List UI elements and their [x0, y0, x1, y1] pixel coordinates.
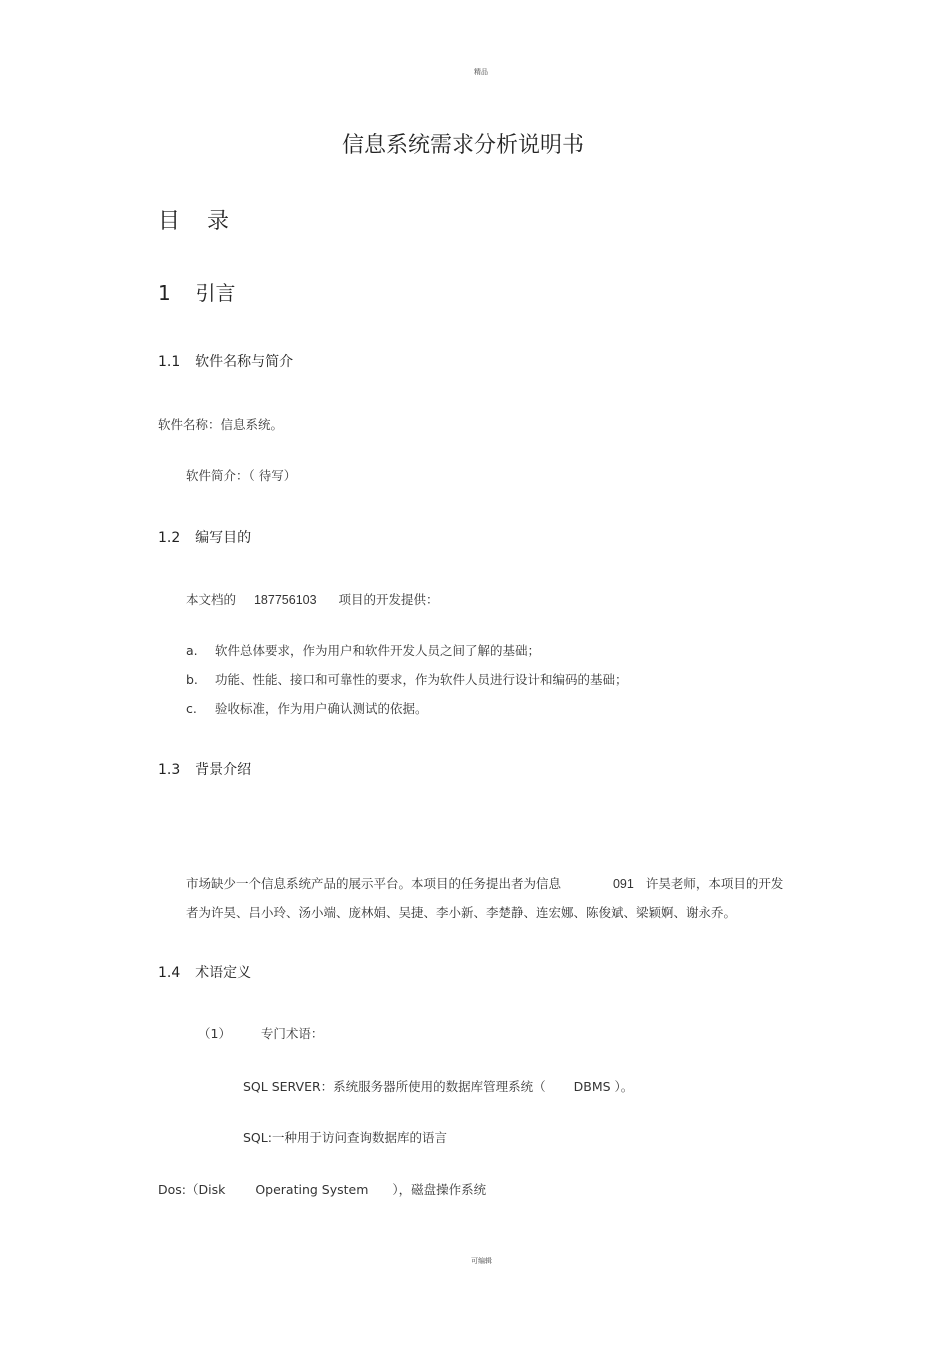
section-title: 背景介绍	[195, 762, 252, 778]
section-number: 1.4	[158, 965, 181, 981]
sub-title: 专门术语：	[260, 1026, 324, 1041]
term-dos	[158, 1180, 486, 1198]
list-text: 验收标准，作为用户确认测试的依据。	[215, 701, 428, 716]
page-header: 精品	[474, 68, 488, 76]
section-number: 1.1	[158, 354, 181, 370]
class-number: 091	[612, 877, 634, 891]
software-intro-line: 软件简介：（ 待写）	[186, 468, 297, 483]
term-text-b: Operating System	[255, 1182, 369, 1197]
document-title: 信息系统需求分析说明书	[342, 133, 585, 158]
list-marker: b.	[186, 672, 198, 687]
list-marker: c.	[186, 701, 197, 716]
section-title: 软件名称与简介	[195, 354, 294, 370]
section-number: 1.3	[158, 762, 181, 778]
list-item	[186, 670, 628, 688]
section-1-3-heading	[158, 759, 251, 779]
list-text: 软件总体要求，作为用户和软件开发人员之间了解的基础；	[215, 643, 541, 658]
term-sql-server	[243, 1077, 633, 1095]
software-name-line: 软件名称：信息系统。	[158, 417, 284, 432]
toc-title: 目 录	[158, 209, 239, 234]
section-1-2-heading	[158, 527, 251, 547]
background-paragraph-line-1	[186, 874, 783, 892]
term-text-c: ），磁盘操作系统	[392, 1182, 487, 1197]
section-number: 1	[158, 281, 171, 305]
section-title: 引言	[195, 281, 236, 305]
list-marker: a.	[186, 643, 198, 658]
term-text-b: DBMS ）。	[573, 1079, 634, 1094]
section-1-1-heading	[158, 351, 293, 371]
list-item	[186, 641, 540, 659]
section-1-heading	[158, 277, 235, 306]
section-title: 编写目的	[195, 530, 252, 546]
purpose-text-a: 本文档的	[186, 592, 237, 607]
list-item	[186, 699, 428, 717]
background-text-b: 许昊老师，本项目的开发	[645, 876, 784, 891]
sub-marker: （1）	[198, 1026, 231, 1041]
term-sql: SQL:一种用于访问查询数据库的语言	[243, 1130, 447, 1145]
background-paragraph-line-2: 者为许昊、吕小玲、汤小端、庞林娟、吴捷、李小新、李楚静、连宏娜、陈俊斌、梁颖婀、谢永乔。	[186, 905, 737, 920]
background-text-a: 市场缺少一个信息系统产品的展示平台。本项目的任务提出者为信息	[186, 876, 562, 891]
page-footer: 可编辑	[471, 1257, 492, 1265]
section-1-4-heading	[158, 962, 251, 982]
purpose-line	[186, 590, 439, 608]
term-text-a: SQL SERVER：系统服务器所使用的数据库管理系统（	[243, 1079, 546, 1094]
project-number: 187756103	[253, 593, 317, 607]
section-title: 术语定义	[195, 965, 252, 981]
term-text-a: Dos:（Disk	[158, 1182, 226, 1197]
section-number: 1.2	[158, 530, 181, 546]
terms-subheading	[198, 1024, 323, 1042]
list-text: 功能、性能、接口和可靠性的要求，作为软件人员进行设计和编码的基础；	[215, 672, 628, 687]
purpose-text-b: 项目的开发提供：	[338, 592, 439, 607]
